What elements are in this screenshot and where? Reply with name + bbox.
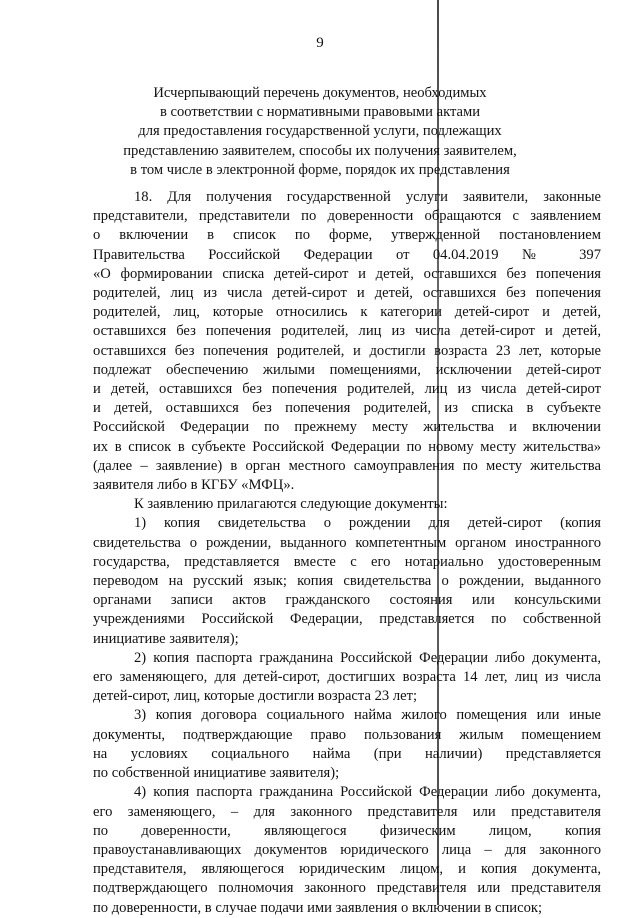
text-line: и детей, оставшихся без попечения родителей, лиц из числа детей-сирот (93, 381, 601, 398)
text-line: на условиях социального найма (при наличии) представляется (93, 745, 601, 762)
list-item-2 (93, 649, 601, 707)
text-line: по собственной инициативе заявителя); (93, 765, 340, 782)
heading-line: в том числе в электронной форме, порядок их представления (130, 161, 510, 178)
text-line: его заменяющего, – для законного представителя или представителя (93, 803, 601, 820)
text-line: 4) копия паспорта гражданина Российской Федерации либо документа, (134, 784, 601, 801)
document-body (93, 188, 601, 918)
text-line: государства, представляется вместе с его нотариально удостоверенным (93, 553, 601, 570)
paragraph-18 (93, 188, 601, 495)
text-line: 2) копия паспорта гражданина Российской Федерации либо документа, (134, 649, 601, 666)
text-line: по доверенности, являющегося физическим лицом, копия (93, 822, 601, 839)
text-line: свидетельства о рождении, выданного компетентным органом иностранного (93, 534, 601, 551)
text-line: и детей, оставшихся без попечения родителей, из списка в субъекте (93, 400, 601, 417)
text-line: оставшихся без попечения родителей, лиц из числа детей-сирот и детей, (93, 323, 601, 340)
heading-line: в соответствии с нормативными правовыми актами (159, 104, 481, 121)
list-item-3 (93, 706, 601, 783)
text-line: подтверждающего полномочия законного представителя или представителя (93, 880, 601, 897)
text-line: по доверенности, в случае подачи ими заявления о включении в список; (93, 899, 543, 916)
text-line: их в список в субъекте Российской Федерации по новому месту жительства» (93, 438, 601, 455)
text-line: родителей, лиц из числа детей-сирот и детей, оставшихся без попечения (93, 285, 601, 302)
text-line: представителя, являющегося юридическим лицом, и копия документа, (93, 861, 601, 878)
text-line: «О формировании списка детей-сирот и детей, оставшихся без попечения (93, 265, 601, 282)
text-line: (далее – заявление) в орган местного самоуправления по месту жительства (93, 457, 601, 474)
heading-line: представлению заявителем, способы их получения заявителем, (123, 142, 517, 159)
text-line: детей-сирот, лиц, которые достигли возраста 23 лет; (93, 688, 418, 705)
attachments-intro (93, 495, 601, 514)
text-line: инициативе заявителя); (93, 630, 239, 647)
text-line: 1) копия свидетельства о рождении для детей-сирот (копия (134, 515, 601, 532)
list-item-1 (93, 514, 601, 648)
text-line: К заявлению прилагаются следующие документы: (134, 496, 448, 513)
text-line: родителей, лиц, которые относились к категории детей-сирот и детей, (93, 304, 601, 321)
list-item-4 (93, 783, 601, 917)
text-line: представители, представители по доверенности обращаются с заявлением (93, 208, 601, 225)
text-line: 18. Для получения государственной услуги заявители, законные (134, 189, 601, 205)
text-line: о включении в список по форме, утвержденной постановлением (93, 227, 601, 244)
text-line: подлежат обеспечению жилыми помещениями, исключении детей-сирот (93, 361, 601, 378)
heading-line: Исчерпывающий перечень документов, необходимых (153, 85, 487, 101)
text-line: переводом на русский язык; копия свидетельства о рождении, выданного (93, 573, 601, 590)
text-line: учреждениями Российской Федерации, представляется по собственной (93, 611, 601, 628)
section-heading (80, 84, 560, 180)
text-line: документы, подтверждающие право пользования жилым помещением (93, 726, 601, 743)
text-line: оставшихся без попечения родителей, и достигли возраста 23 лет, которые (93, 342, 601, 359)
heading-line: для предоставления государственной услуги, подлежащих (138, 123, 502, 140)
text-line: его заменяющего, для детей-сирот, достигших возраста 14 лет, лиц из числа (93, 669, 601, 686)
text-line: правоустанавливающих документов юридического лица – для законного (93, 841, 601, 858)
text-line: заявителя либо в КГБУ «МФЦ». (93, 477, 295, 494)
text-line: Российской Федерации по прежнему месту жительства и включении (93, 419, 601, 436)
page-number: 9 (316, 35, 324, 51)
text-line: органами записи актов гражданского состояния или консульскими (93, 592, 601, 609)
text-line: Правительства Российской Федерации от 04.04.2019 № 397 (93, 246, 601, 263)
text-line: 3) копия договора социального найма жилого помещения или иные (134, 707, 601, 724)
